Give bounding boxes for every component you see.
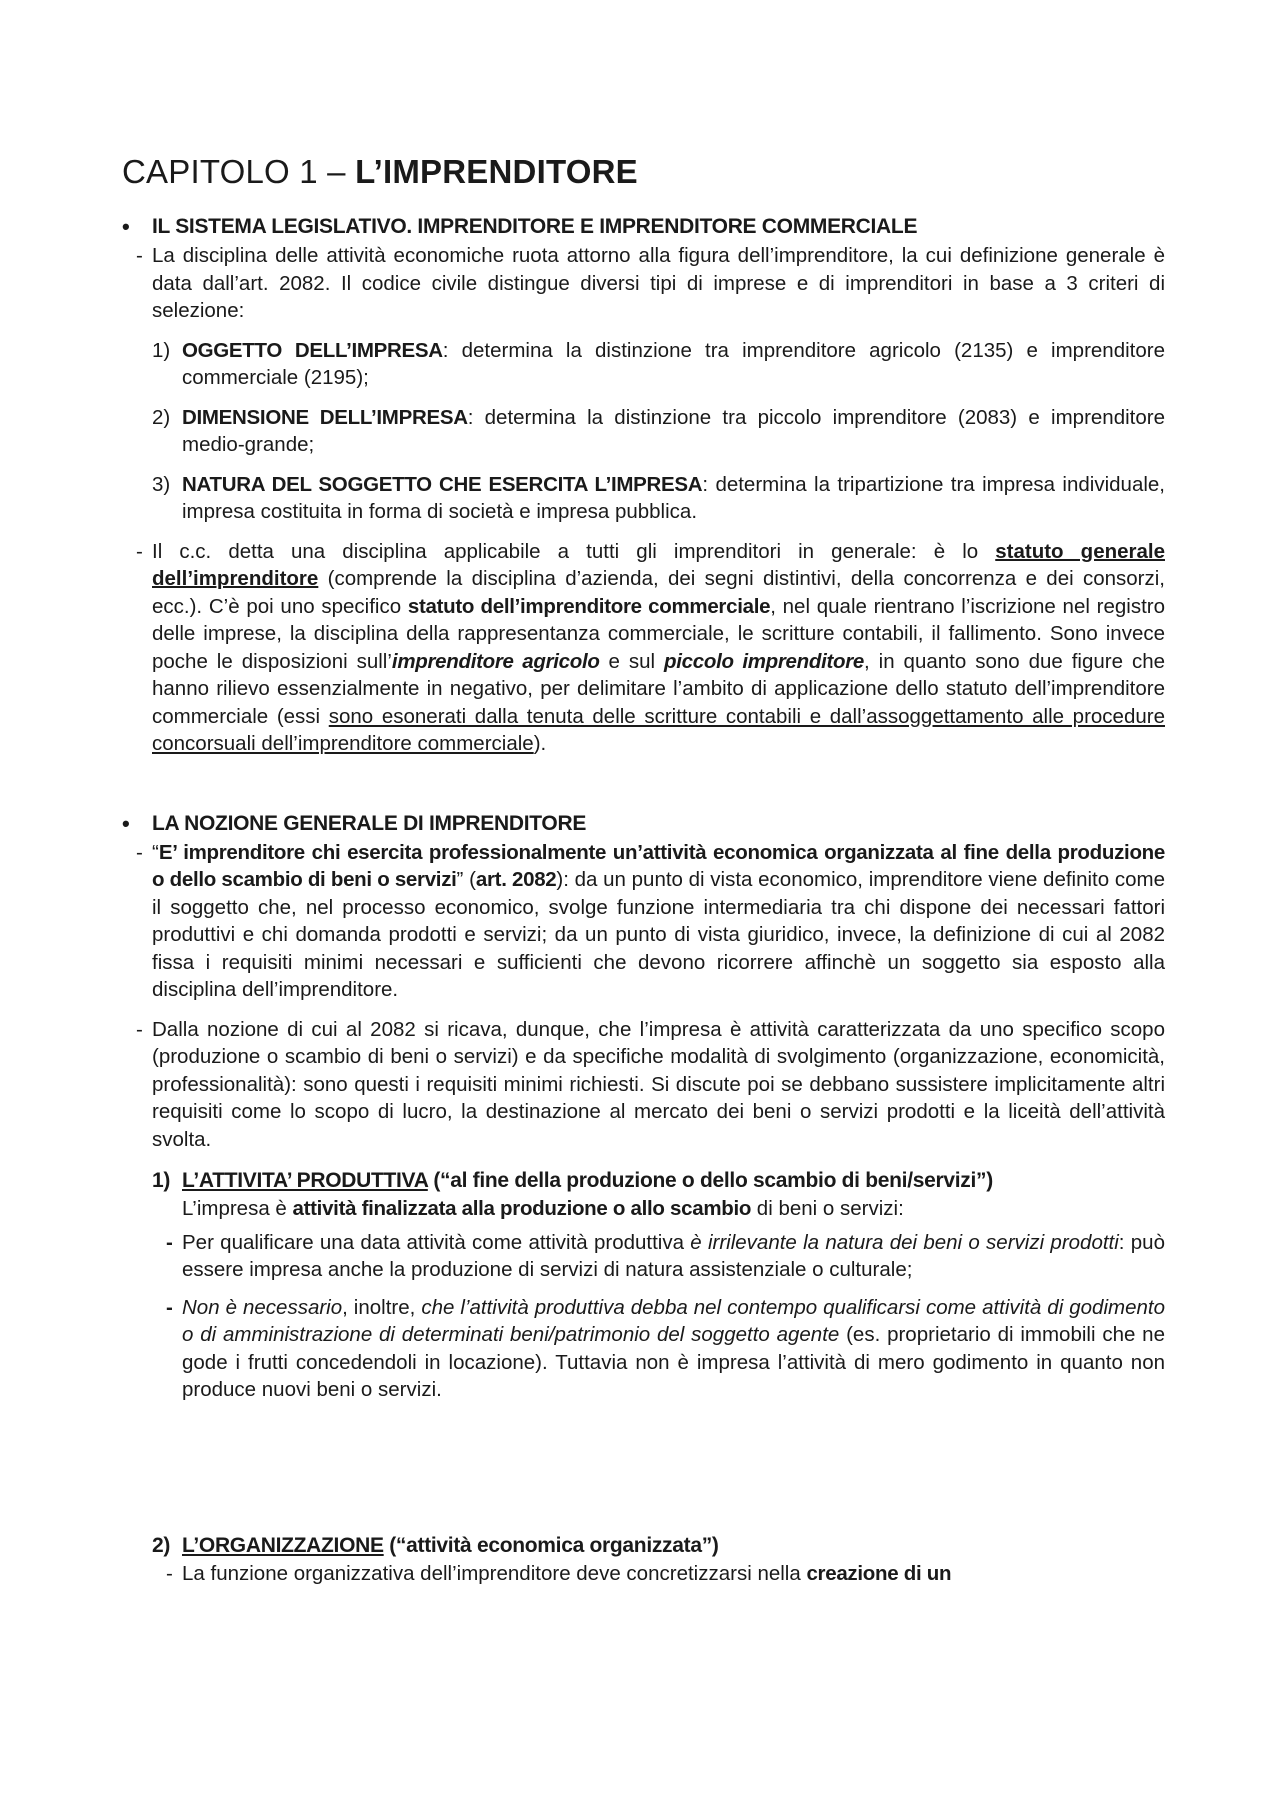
paragraph: - Il c.c. detta una disciplina applicabile a tutti gli imprenditori in generale: è lo statuto generale dell’imprenditore (comprende la disciplina d’azienda, dei segni distintivi, della concorrenza e dei consorzi, ecc.). C’è poi uno specifico statuto dell’imprenditore commerciale, nel quale rientrano l’iscrizione nel registro delle imprese, la disciplina della rappresentanza commerciale, le scritture contabili, il fallimento. Sono invece poche le disposizioni sull’imprenditore agricolo e sul piccolo imprenditore, in quanto sono due figure che hanno rilievo essenzialmente in negativo, per delimitare l’ambito di applicazione dello statuto dell’imprenditore commerciale (essi sono esonerati dalla tenuta delle scritture contabili e dall’assoggettamento alle procedure concorsuali dell’imprenditore commerciale). (136, 539, 1166, 755)
list-item: - La funzione organizzativa dell’imprenditore deve concretizzarsi nella creazione di un (166, 1561, 952, 1585)
list-item: - Per qualificare una data attività come attività produttiva è irrilevante la natura dei beni o servizi prodotti: può essere impresa anche la produzione di servizi di natura assistenziale o culturale; (166, 1230, 1165, 1281)
section-heading-sistema-legislativo: • IL SISTEMA LEGISLATIVO. IMPRENDITORE E IMPRENDITORE COMMERCIALE (122, 213, 1165, 240)
section-heading-nozione-generale: • LA NOZIONE GENERALE DI IMPRENDITORE (122, 810, 1165, 837)
paragraph: - La disciplina delle attività economiche ruota attorno alla figura dell’imprenditore, la cui definizione generale è data dall’art. 2082. Il codice civile distingue diversi tipi di imprese e di imprenditori in base a 3 criteri di selezione: (136, 244, 1165, 322)
subsection-heading-attivita-produttiva: 1) L’ATTIVITA’ PRODUTTIVA (“al fine della produzione o dello scambio di beni/servizi”) (152, 1169, 993, 1192)
paragraph: - “E’ imprenditore chi esercita professionalmente un’attività economica organizzata al fine della produzione o dello scambio di beni o servizi” (art. 2082): da un punto di vista economico, imprenditore viene definito come il soggetto che, nel processo economico, svolge funzione intermediaria tra chi dispone dei necessari fattori produttivi e chi domanda prodotti e servizi; da un punto di vista giuridico, invece, la definizione di cui al 2082 fissa i requisiti minimi necessari e sufficienti che devono ricorrere affinchè un soggetto sia esposto alla disciplina dell’imprenditore. (136, 840, 1165, 1001)
paragraph: - Dalla nozione di cui al 2082 si ricava, dunque, che l’impresa è attività caratterizzata da uno specifico scopo (produzione o scambio di beni o servizi) e da specifiche modalità di svolgimento (organizzazione, economicità, professionalità): sono questi i requisiti minimi richiesti. Si discute poi se debbano sussistere implicitamente altri requisiti come lo scopo di lucro, la destinazione al mercato dei beni o servizi prodotti e la liceità dell’attività svolta. (136, 1017, 1165, 1151)
list-item: - Non è necessario, inoltre, che l’attività produttiva debba nel contempo qualificarsi come attività di godimento o di amministrazione di determinati beni/patrimonio del soggetto agente (es. proprietario di immobili che ne gode i frutti concedendoli in locazione). Tuttavia non è impresa l’attività di mero godimento in quanto non produce nuovi beni o servizi. (166, 1295, 1165, 1401)
list-item: 3) NATURA DEL SOGGETTO CHE ESERCITA L’IMPRESA: determina la tripartizione tra impresa individuale, impresa costituita in forma di società e impresa pubblica. (152, 472, 1166, 523)
paragraph: L’impresa è attività finalizzata alla produzione o allo scambio di beni o servizi: (182, 1197, 904, 1220)
subsection-heading-organizzazione: 2) L’ORGANIZZAZIONE (“attività economica organizzata”) (152, 1533, 719, 1557)
criteria-list (152, 337, 1165, 526)
list-item: 2) DIMENSIONE DELL’IMPRESA: determina la distinzione tra piccolo imprenditore (2083) e imprenditore medio-grande; (152, 405, 1165, 456)
list-item: 1) OGGETTO DELL’IMPRESA: determina la distinzione tra imprenditore agricolo (2135) e imprenditore commerciale (2195); (152, 338, 1165, 389)
chapter-title: CAPITOLO 1 – L’IMPRENDITORE (122, 153, 638, 190)
